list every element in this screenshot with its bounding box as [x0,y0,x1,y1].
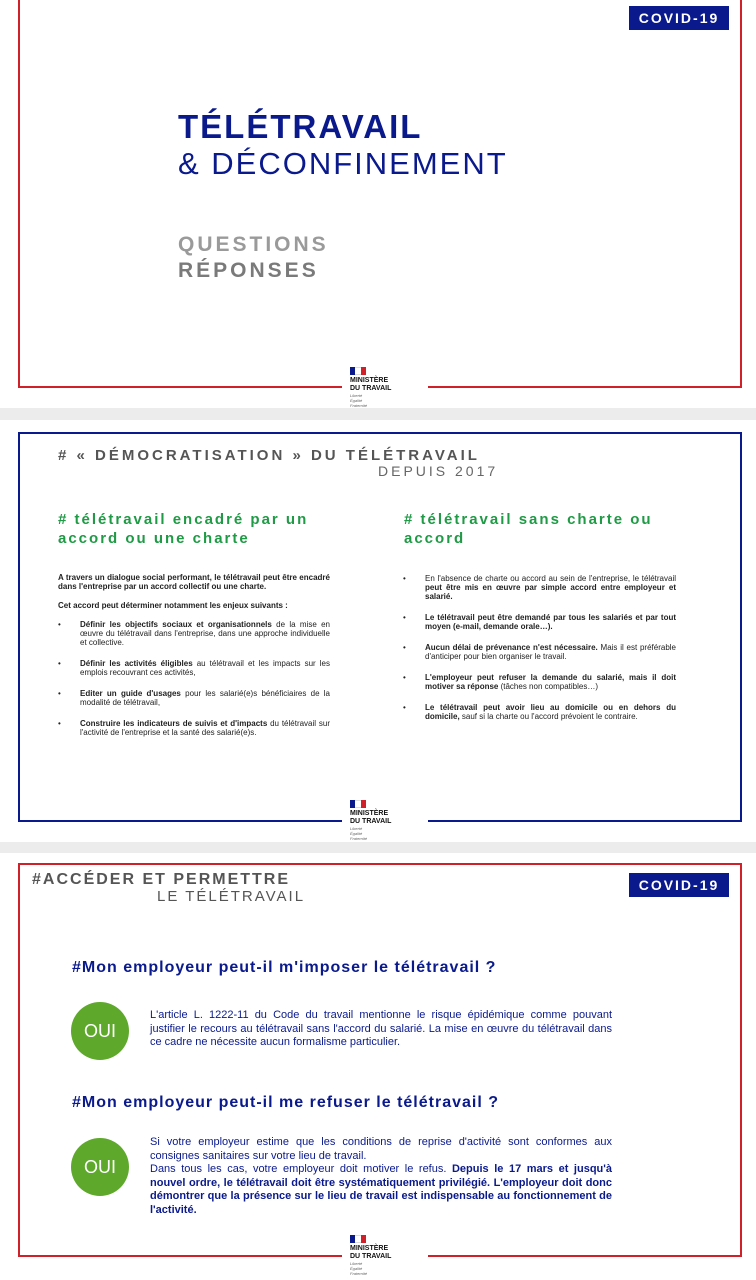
list-item: • En l'absence de charte ou accord au sein de l'entreprise, le télétravail peut être mis en œuvre par simple accord entre employeur et salarié. [403,574,676,601]
list-item: • Construire les indicateurs de suivis et d'impacts du télétravail sur l'activité de l'entreprise et la santé des salarié(e)s. [58,719,330,737]
answer-2-text [150,1136,612,1217]
logo-motto1: Liberté [350,393,363,398]
logo-motto3: Fraternité [350,1271,368,1276]
logo-motto2: Égalité [350,831,363,836]
ministry-logo [342,800,428,841]
answer-2-bold: Depuis le 17 mars et jusqu'à nouvel ordre, le télétravail doit être systématiquement privilégié. L'employeur doit donc démontrer que la présence sur le lieu de travail est indispensable au fonctionnement de l'activité. [150,1163,613,1216]
right-list [403,574,676,733]
list-item: • L'employeur peut refuser la demande du salarié, mais il doit motiver sa réponse (tâches non compatibles…) [403,673,676,691]
list-item: • Définir les objectifs sociaux et organisationnels de la mise en œuvre du télétravail dans l'entreprise, dans une approche individuelle et collective. [58,620,330,647]
question-1: #Mon employeur peut-il m'imposer le télétravail ? [72,959,497,976]
list-item: • Le télétravail peut avoir lieu au domicile ou en dehors du domicile, sauf si la charte ou l'accord prévoient le contraire. [403,703,676,721]
answer-2-part2: Dans tous les cas, votre employeur doit motiver le refus. [150,1163,452,1175]
answer-1-text: L'article L. 1222-11 du Code du travail mentionne le risque épidémique comme pouvant justifier le recours au télétravail sans l'accord du salarié. La mise en œuvre du télétravail dans ce cadre ne nécessite aucun formalisme particulier. [150,1009,612,1048]
slide3-title: #ACCÉDER ET PERMETTRE [32,871,291,888]
logo-line2: DU TRAVAIL [350,1253,392,1260]
logo-motto1: Liberté [350,1261,363,1266]
slide2-title: # « DÉMOCRATISATION » DU TÉLÉTRAVAIL [58,447,480,464]
ministry-logo [342,1235,428,1276]
list-item: • Aucun délai de prévenance n'est nécessaire. Mais il est préférable d'anticiper pour bien organiser le travail. [403,643,676,661]
slide2-title-date: DEPUIS 2017 [378,463,499,479]
logo-line2: DU TRAVAIL [350,385,392,392]
ministry-logo [342,367,428,408]
list-item: • Définir les activités éligibles au télétravail et les impacts sur les emplois recouvrant ces activités, [58,659,330,677]
left-intro2: Cet accord peut déterminer notamment les enjeux suivants : [58,601,288,610]
slide3-title-line2: LE TÉLÉTRAVAIL [157,888,306,905]
answer-2-part1: Si votre employeur estime que les conditions de reprise d'activité sont conformes aux consignes sanitaires sur votre lieu de travail. [150,1136,612,1162]
list-item: • Editer un guide d'usages pour les salarié(e)s bénéficiaires de la modalité de télétravail, [58,689,330,707]
logo-motto2: Égalité [350,1266,363,1271]
cover-subtitle: & DÉCONFINEMENT [178,146,508,181]
french-flag-icon [350,800,366,808]
slide-cover-frame [18,0,742,388]
answer-1-badge: OUI [71,1002,129,1060]
logo-motto3: Fraternité [350,403,368,408]
logo-line1: MINISTÈRE [350,377,389,384]
logo-line1: MINISTÈRE [350,1245,389,1252]
logo-motto1: Liberté [350,826,363,831]
logo-motto2: Égalité [350,398,363,403]
cover-title: TÉLÉTRAVAIL [178,108,423,145]
left-column-heading: # télétravail encadré par un accord ou une charte [58,511,309,547]
question-2: #Mon employeur peut-il me refuser le télétravail ? [72,1094,499,1111]
french-flag-icon [350,1235,366,1243]
cover-reponses: RÉPONSES [178,259,319,282]
covid-badge: COVID-19 [629,6,729,30]
cover-questions: QUESTIONS [178,233,329,256]
logo-line2: DU TRAVAIL [350,818,392,825]
logo-line1: MINISTÈRE [350,810,389,817]
list-item: • Le télétravail peut être demandé par tous les salariés et par tout moyen (e-mail, demande orale…). [403,613,676,631]
covid-badge: COVID-19 [629,873,729,897]
french-flag-icon [350,367,366,375]
slide-cover [0,0,756,408]
right-column-heading: # télétravail sans charte ou accord [404,511,653,547]
left-list [58,620,330,749]
left-intro: A travers un dialogue social performant, le télétravail peut être encadré dans l'entreprise par un accord collectif ou une charte. [58,573,330,591]
logo-motto3: Fraternité [350,836,368,841]
answer-2-badge: OUI [71,1138,129,1196]
